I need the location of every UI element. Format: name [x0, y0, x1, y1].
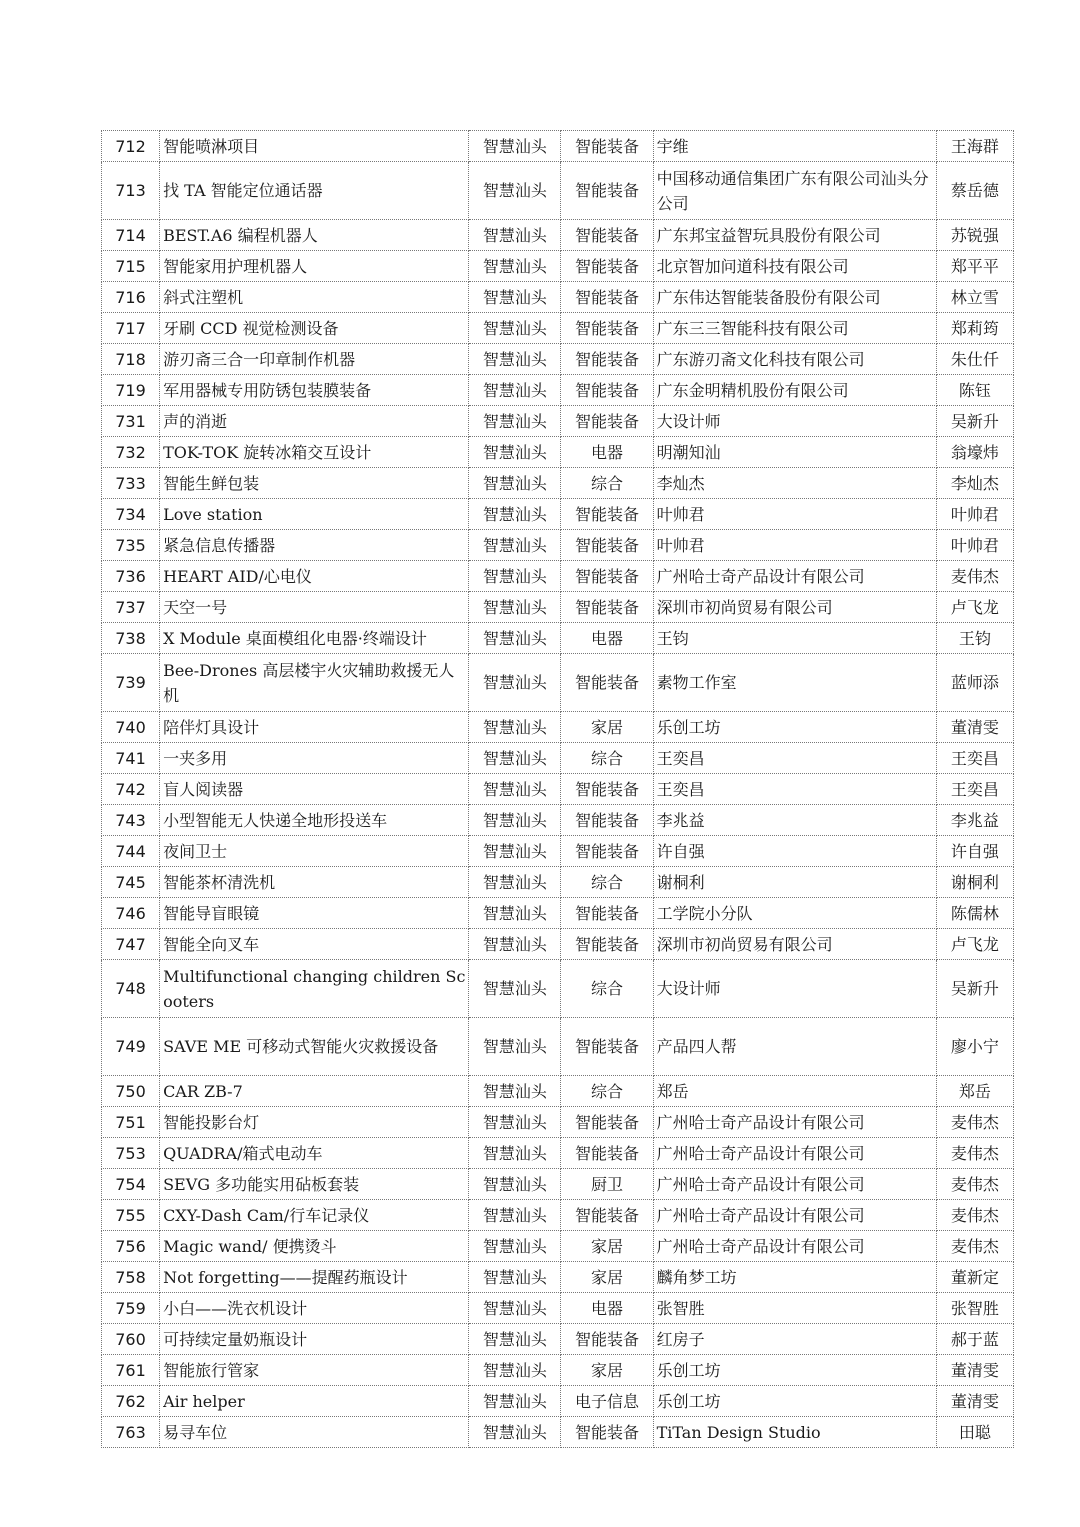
entry-organization: 叶帅君 — [653, 530, 936, 561]
entry-name: Magic wand/ 便携烫斗 — [160, 1231, 469, 1262]
entry-name: X Module 桌面模组化电器·终端设计 — [160, 623, 469, 654]
entry-name: 声的消逝 — [160, 406, 469, 437]
entry-category: 智能装备 — [561, 836, 653, 867]
entry-name: 易寻车位 — [160, 1417, 469, 1448]
table-row — [102, 898, 1014, 929]
table-row — [102, 1138, 1014, 1169]
entry-organization: 中国移动通信集团广东有限公司汕头分公司 — [653, 162, 936, 220]
entry-track: 智慧汕头 — [469, 162, 561, 220]
entry-contact: 廖小宁 — [936, 1018, 1013, 1076]
entry-contact: 吴新升 — [936, 960, 1013, 1018]
entry-category: 智能装备 — [561, 220, 653, 251]
entry-number: 740 — [102, 712, 160, 743]
entry-track: 智慧汕头 — [469, 375, 561, 406]
entry-name: 陪伴灯具设计 — [160, 712, 469, 743]
entry-track: 智慧汕头 — [469, 131, 561, 162]
table-row — [102, 406, 1014, 437]
entry-track: 智慧汕头 — [469, 251, 561, 282]
entry-category: 综合 — [561, 1076, 653, 1107]
entry-number: 734 — [102, 499, 160, 530]
table-row — [102, 1417, 1014, 1448]
entry-organization: 李兆益 — [653, 805, 936, 836]
entries-table-body — [102, 131, 1014, 1448]
entry-category: 智能装备 — [561, 1200, 653, 1231]
entry-category: 智能装备 — [561, 1417, 653, 1448]
entry-name: 智能投影台灯 — [160, 1107, 469, 1138]
entry-name: 牙刷 CCD 视觉检测设备 — [160, 313, 469, 344]
entry-name: 小型智能无人快递全地形投送车 — [160, 805, 469, 836]
entry-organization: 广州哈士奇产品设计有限公司 — [653, 1169, 936, 1200]
entry-contact: 郑莉筠 — [936, 313, 1013, 344]
entry-name: 智能旅行管家 — [160, 1355, 469, 1386]
entry-track: 智慧汕头 — [469, 1324, 561, 1355]
entry-contact: 王奕昌 — [936, 774, 1013, 805]
entry-category: 家居 — [561, 1231, 653, 1262]
table-row — [102, 344, 1014, 375]
entry-organization: 乐创工坊 — [653, 1355, 936, 1386]
entry-organization: 红房子 — [653, 1324, 936, 1355]
entry-number: 751 — [102, 1107, 160, 1138]
entry-organization: 素物工作室 — [653, 654, 936, 712]
entry-contact: 许自强 — [936, 836, 1013, 867]
entry-track: 智慧汕头 — [469, 1386, 561, 1417]
entry-number: 737 — [102, 592, 160, 623]
entry-category: 智能装备 — [561, 282, 653, 313]
entry-number: 731 — [102, 406, 160, 437]
table-row — [102, 530, 1014, 561]
entry-name: 找 TA 智能定位通话器 — [160, 162, 469, 220]
entry-number: 763 — [102, 1417, 160, 1448]
entry-category: 综合 — [561, 867, 653, 898]
entry-number: 758 — [102, 1262, 160, 1293]
entry-organization: 广东三三智能科技有限公司 — [653, 313, 936, 344]
entry-category: 电器 — [561, 623, 653, 654]
entry-contact: 朱仕仟 — [936, 344, 1013, 375]
entry-name: 智能导盲眼镜 — [160, 898, 469, 929]
entry-number: 739 — [102, 654, 160, 712]
entry-track: 智慧汕头 — [469, 499, 561, 530]
entry-organization: 王奕昌 — [653, 774, 936, 805]
entry-organization: TiTan Design Studio — [653, 1417, 936, 1448]
entry-contact: 陈儒林 — [936, 898, 1013, 929]
entry-category: 综合 — [561, 468, 653, 499]
entry-category: 智能装备 — [561, 375, 653, 406]
entry-contact: 陈钰 — [936, 375, 1013, 406]
entry-category: 智能装备 — [561, 1107, 653, 1138]
entry-contact: 麦伟杰 — [936, 1231, 1013, 1262]
table-row — [102, 1018, 1014, 1076]
table-row — [102, 1324, 1014, 1355]
entry-category: 智能装备 — [561, 313, 653, 344]
entry-category: 智能装备 — [561, 592, 653, 623]
table-row — [102, 1293, 1014, 1324]
entry-number: 736 — [102, 561, 160, 592]
entry-number: 745 — [102, 867, 160, 898]
entry-track: 智慧汕头 — [469, 712, 561, 743]
entry-track: 智慧汕头 — [469, 743, 561, 774]
entry-number: 733 — [102, 468, 160, 499]
table-row — [102, 499, 1014, 530]
table-row — [102, 282, 1014, 313]
table-row — [102, 1355, 1014, 1386]
entry-name: 一夹多用 — [160, 743, 469, 774]
entry-contact: 王钧 — [936, 623, 1013, 654]
entry-name: Multifunctional changing children Scooters — [160, 960, 469, 1018]
entry-number: 753 — [102, 1138, 160, 1169]
entry-category: 综合 — [561, 743, 653, 774]
entry-organization: 广州哈士奇产品设计有限公司 — [653, 1231, 936, 1262]
entry-organization: 许自强 — [653, 836, 936, 867]
entry-organization: 王钧 — [653, 623, 936, 654]
entry-number: 756 — [102, 1231, 160, 1262]
entry-track: 智慧汕头 — [469, 836, 561, 867]
entry-contact: 谢桐利 — [936, 867, 1013, 898]
entry-category: 智能装备 — [561, 774, 653, 805]
table-row — [102, 592, 1014, 623]
entry-name: 智能全向叉车 — [160, 929, 469, 960]
entry-organization: 深圳市初尚贸易有限公司 — [653, 929, 936, 960]
entry-category: 智能装备 — [561, 499, 653, 530]
entry-contact: 田聪 — [936, 1417, 1013, 1448]
entry-category: 智能装备 — [561, 251, 653, 282]
entry-organization: 广州哈士奇产品设计有限公司 — [653, 561, 936, 592]
entry-category: 智能装备 — [561, 162, 653, 220]
entry-organization: 广东游刃斋文化科技有限公司 — [653, 344, 936, 375]
entry-number: 742 — [102, 774, 160, 805]
entry-track: 智慧汕头 — [469, 1355, 561, 1386]
entry-contact: 董清雯 — [936, 1355, 1013, 1386]
table-row — [102, 1262, 1014, 1293]
entry-contact: 李兆益 — [936, 805, 1013, 836]
table-row — [102, 468, 1014, 499]
entry-organization: 叶帅君 — [653, 499, 936, 530]
entry-track: 智慧汕头 — [469, 1018, 561, 1076]
entry-category: 智能装备 — [561, 1018, 653, 1076]
entry-track: 智慧汕头 — [469, 561, 561, 592]
entry-category: 智能装备 — [561, 929, 653, 960]
entry-number: 743 — [102, 805, 160, 836]
entry-number: 749 — [102, 1018, 160, 1076]
entry-name: SAVE ME 可移动式智能火灾救援设备 — [160, 1018, 469, 1076]
entry-number: 759 — [102, 1293, 160, 1324]
entry-organization: 工学院小分队 — [653, 898, 936, 929]
table-row — [102, 1231, 1014, 1262]
entry-track: 智慧汕头 — [469, 1138, 561, 1169]
table-row — [102, 774, 1014, 805]
entry-track: 智慧汕头 — [469, 654, 561, 712]
entry-name: HEART AID/心电仪 — [160, 561, 469, 592]
entry-name: SEVG 多功能实用砧板套装 — [160, 1169, 469, 1200]
entry-organization: 深圳市初尚贸易有限公司 — [653, 592, 936, 623]
entry-contact: 林立雪 — [936, 282, 1013, 313]
table-row — [102, 805, 1014, 836]
entry-name: TOK-TOK 旋转冰箱交互设计 — [160, 437, 469, 468]
entry-number: 712 — [102, 131, 160, 162]
table-row — [102, 437, 1014, 468]
entry-track: 智慧汕头 — [469, 437, 561, 468]
table-row — [102, 960, 1014, 1018]
entry-contact: 麦伟杰 — [936, 561, 1013, 592]
entry-track: 智慧汕头 — [469, 1417, 561, 1448]
entry-category: 智能装备 — [561, 561, 653, 592]
table-row — [102, 712, 1014, 743]
entry-number: 718 — [102, 344, 160, 375]
entry-number: 755 — [102, 1200, 160, 1231]
entry-number: 713 — [102, 162, 160, 220]
entry-name: 智能茶杯清洗机 — [160, 867, 469, 898]
entry-number: 762 — [102, 1386, 160, 1417]
entry-organization: 乐创工坊 — [653, 1386, 936, 1417]
entry-track: 智慧汕头 — [469, 1293, 561, 1324]
entry-organization: 广州哈士奇产品设计有限公司 — [653, 1200, 936, 1231]
entry-contact: 麦伟杰 — [936, 1138, 1013, 1169]
entry-organization: 广州哈士奇产品设计有限公司 — [653, 1138, 936, 1169]
entry-name: 游刃斋三合一印章制作机器 — [160, 344, 469, 375]
entry-name: 可持续定量奶瓶设计 — [160, 1324, 469, 1355]
entry-name: CAR ZB-7 — [160, 1076, 469, 1107]
entry-track: 智慧汕头 — [469, 898, 561, 929]
entry-category: 智能装备 — [561, 530, 653, 561]
entry-organization: 广州哈士奇产品设计有限公司 — [653, 1107, 936, 1138]
entry-track: 智慧汕头 — [469, 344, 561, 375]
entry-category: 智能装备 — [561, 344, 653, 375]
entry-number: 750 — [102, 1076, 160, 1107]
entry-name: Air helper — [160, 1386, 469, 1417]
entry-track: 智慧汕头 — [469, 867, 561, 898]
entry-category: 智能装备 — [561, 654, 653, 712]
table-row — [102, 1076, 1014, 1107]
entry-track: 智慧汕头 — [469, 623, 561, 654]
entry-contact: 麦伟杰 — [936, 1200, 1013, 1231]
entry-name: 天空一号 — [160, 592, 469, 623]
entry-organization: 王奕昌 — [653, 743, 936, 774]
entry-number: 754 — [102, 1169, 160, 1200]
entry-organization: 广东金明精机股份有限公司 — [653, 375, 936, 406]
entry-category: 智能装备 — [561, 1324, 653, 1355]
entry-track: 智慧汕头 — [469, 1262, 561, 1293]
entry-track: 智慧汕头 — [469, 313, 561, 344]
table-row — [102, 1107, 1014, 1138]
entry-track: 智慧汕头 — [469, 1231, 561, 1262]
entry-organization: 宇维 — [653, 131, 936, 162]
entry-organization: 麟角梦工坊 — [653, 1262, 936, 1293]
table-row — [102, 929, 1014, 960]
entry-organization: 北京智加问道科技有限公司 — [653, 251, 936, 282]
entry-name: 斜式注塑机 — [160, 282, 469, 313]
entry-category: 综合 — [561, 960, 653, 1018]
table-row — [102, 654, 1014, 712]
entry-number: 746 — [102, 898, 160, 929]
entry-organization: 广东伟达智能装备股份有限公司 — [653, 282, 936, 313]
entry-number: 715 — [102, 251, 160, 282]
entry-name: 盲人阅读器 — [160, 774, 469, 805]
entry-track: 智慧汕头 — [469, 929, 561, 960]
entry-track: 智慧汕头 — [469, 406, 561, 437]
entry-track: 智慧汕头 — [469, 220, 561, 251]
entry-name: 智能生鲜包装 — [160, 468, 469, 499]
table-row — [102, 1200, 1014, 1231]
entry-track: 智慧汕头 — [469, 282, 561, 313]
table-row — [102, 867, 1014, 898]
entry-number: 747 — [102, 929, 160, 960]
entry-number: 748 — [102, 960, 160, 1018]
entry-number: 761 — [102, 1355, 160, 1386]
entry-organization: 李灿杰 — [653, 468, 936, 499]
entry-number: 744 — [102, 836, 160, 867]
entry-contact: 李灿杰 — [936, 468, 1013, 499]
entry-name: 智能喷淋项目 — [160, 131, 469, 162]
entry-track: 智慧汕头 — [469, 1107, 561, 1138]
entry-contact: 郑平平 — [936, 251, 1013, 282]
table-row — [102, 313, 1014, 344]
entry-track: 智慧汕头 — [469, 1200, 561, 1231]
entry-number: 760 — [102, 1324, 160, 1355]
entry-number: 732 — [102, 437, 160, 468]
entry-track: 智慧汕头 — [469, 805, 561, 836]
entry-organization: 产品四人帮 — [653, 1018, 936, 1076]
entry-category: 家居 — [561, 712, 653, 743]
entry-organization: 大设计师 — [653, 960, 936, 1018]
entry-contact: 麦伟杰 — [936, 1169, 1013, 1200]
entry-category: 电器 — [561, 1293, 653, 1324]
entry-contact: 董清雯 — [936, 712, 1013, 743]
entry-number: 738 — [102, 623, 160, 654]
entry-category: 电器 — [561, 437, 653, 468]
entries-table — [101, 130, 1014, 1448]
entry-name: Love station — [160, 499, 469, 530]
table-row — [102, 561, 1014, 592]
entry-track: 智慧汕头 — [469, 530, 561, 561]
entry-organization: 广东邦宝益智玩具股份有限公司 — [653, 220, 936, 251]
entry-contact: 郑岳 — [936, 1076, 1013, 1107]
table-row — [102, 220, 1014, 251]
entry-category: 智能装备 — [561, 1138, 653, 1169]
table-row — [102, 743, 1014, 774]
entry-contact: 董新定 — [936, 1262, 1013, 1293]
entry-number: 735 — [102, 530, 160, 561]
entry-organization: 谢桐利 — [653, 867, 936, 898]
entry-number: 714 — [102, 220, 160, 251]
entry-contact: 吴新升 — [936, 406, 1013, 437]
entry-contact: 叶帅君 — [936, 499, 1013, 530]
entry-category: 厨卫 — [561, 1169, 653, 1200]
entry-track: 智慧汕头 — [469, 592, 561, 623]
entry-name: Bee-Drones 高层楼宇火灾辅助救援无人机 — [160, 654, 469, 712]
entry-number: 741 — [102, 743, 160, 774]
entry-category: 家居 — [561, 1355, 653, 1386]
entry-category: 家居 — [561, 1262, 653, 1293]
entry-number: 716 — [102, 282, 160, 313]
table-row — [102, 623, 1014, 654]
table-row — [102, 251, 1014, 282]
entry-contact: 郝于蓝 — [936, 1324, 1013, 1355]
entry-name: CXY-Dash Cam/行车记录仪 — [160, 1200, 469, 1231]
entry-name: QUADRA/箱式电动车 — [160, 1138, 469, 1169]
entry-organization: 张智胜 — [653, 1293, 936, 1324]
entry-track: 智慧汕头 — [469, 774, 561, 805]
entry-contact: 卢飞龙 — [936, 929, 1013, 960]
entry-name: BEST.A6 编程机器人 — [160, 220, 469, 251]
entry-contact: 王海群 — [936, 131, 1013, 162]
entry-track: 智慧汕头 — [469, 960, 561, 1018]
entry-name: 小白——洗衣机设计 — [160, 1293, 469, 1324]
entry-organization: 乐创工坊 — [653, 712, 936, 743]
table-row — [102, 836, 1014, 867]
table-row — [102, 131, 1014, 162]
entry-category: 智能装备 — [561, 131, 653, 162]
entry-category: 智能装备 — [561, 805, 653, 836]
entry-name: 智能家用护理机器人 — [160, 251, 469, 282]
entry-contact: 叶帅君 — [936, 530, 1013, 561]
entry-organization: 大设计师 — [653, 406, 936, 437]
entry-track: 智慧汕头 — [469, 1169, 561, 1200]
entry-contact: 董清雯 — [936, 1386, 1013, 1417]
table-row — [102, 1169, 1014, 1200]
entry-name: 军用器械专用防锈包装膜装备 — [160, 375, 469, 406]
entry-contact: 蔡岳德 — [936, 162, 1013, 220]
entry-category: 智能装备 — [561, 406, 653, 437]
entry-contact: 苏锐强 — [936, 220, 1013, 251]
entry-number: 719 — [102, 375, 160, 406]
entry-contact: 张智胜 — [936, 1293, 1013, 1324]
entry-name: Not forgetting——提醒药瓶设计 — [160, 1262, 469, 1293]
entry-name: 紧急信息传播器 — [160, 530, 469, 561]
table-row — [102, 162, 1014, 220]
entry-category: 智能装备 — [561, 898, 653, 929]
table-row — [102, 375, 1014, 406]
entry-track: 智慧汕头 — [469, 1076, 561, 1107]
entry-category: 电子信息 — [561, 1386, 653, 1417]
table-row — [102, 1386, 1014, 1417]
entry-organization: 明潮知汕 — [653, 437, 936, 468]
entry-track: 智慧汕头 — [469, 468, 561, 499]
entry-name: 夜间卫士 — [160, 836, 469, 867]
entry-contact: 翁壕炜 — [936, 437, 1013, 468]
entry-organization: 郑岳 — [653, 1076, 936, 1107]
entry-contact: 麦伟杰 — [936, 1107, 1013, 1138]
entry-contact: 卢飞龙 — [936, 592, 1013, 623]
entry-number: 717 — [102, 313, 160, 344]
entry-contact: 蓝师添 — [936, 654, 1013, 712]
entry-contact: 王奕昌 — [936, 743, 1013, 774]
